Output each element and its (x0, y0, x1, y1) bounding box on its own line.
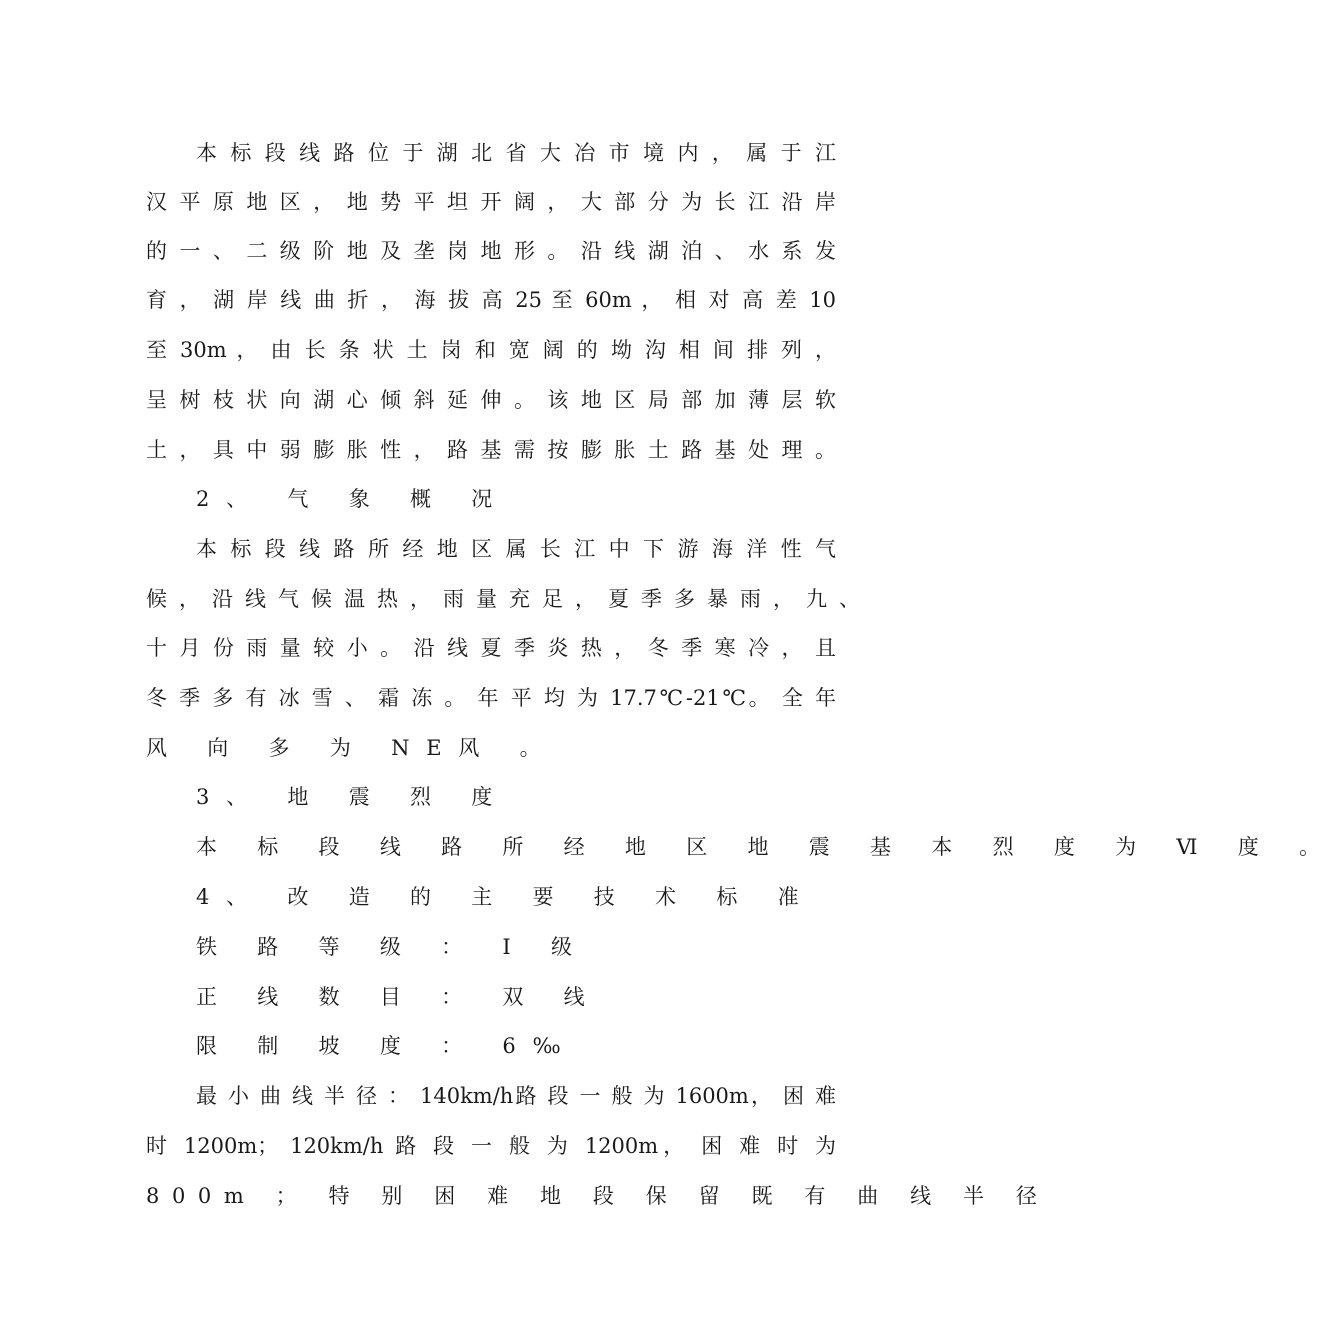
paragraph-1-line-2: 汉 平 原 地 区 ， 地 势 平 坦 开 阔 ， 大 部 分 为 长 江 沿 岸 (146, 190, 836, 214)
standard-railway-grade: 铁 路 等 级 ： Ⅰ 级 (196, 935, 589, 959)
paragraph-1-line-6: 呈 树 枝 状 向 湖 心 倾 斜 延 伸 。 该 地 区 局 部 加 薄 层 软 (146, 388, 836, 412)
section-heading-standards: 4、 改 造 的 主 要 技 术 标 准 (196, 885, 816, 909)
section-heading-seismic: 3、 地 震 烈 度 (196, 785, 510, 809)
paragraph-2-line-5: 风 向 多 为 NE风 。 (146, 736, 558, 760)
paragraph-2-line-1: 本 标 段 线 路 所 经 地 区 属 长 江 中 下 游 海 洋 性 气 (196, 537, 836, 561)
paragraph-1-line-7: 土 ， 具 中 弱 膨 胀 性 ， 路 基 需 按 膨 胀 土 路 基 处 理 。 (146, 438, 836, 462)
standard-main-line-count: 正 线 数 目 ： 双 线 (196, 985, 602, 1009)
paragraph-1-line-3: 的 一 、 二 级 阶 地 及 垄 岗 地 形 。 沿 线 湖 泊 、 水 系 发 (146, 239, 836, 263)
paragraph-2-line-3: 十 月 份 雨 量 较 小 。 沿 线 夏 季 炎 热 ， 冬 季 寒 冷 ， 且 (146, 636, 836, 660)
standard-ruling-grade: 限 制 坡 度 ： 6‰ (196, 1034, 578, 1058)
paragraph-1-line-4: 育 ， 湖 岸 线 曲 折 ， 海 拔 高 25 至 60m ， 相 对 高 差 10 (146, 288, 836, 312)
paragraph-seismic: 本 标 段 线 路 所 经 地 区 地 震 基 本 烈 度 为 Ⅵ 度 。 (196, 835, 1337, 859)
paragraph-1-line-1: 本 标 段 线 路 位 于 湖 北 省 大 冶 市 境 内 ， 属 于 江 (196, 141, 836, 165)
standard-min-curve-radius-line-3: 800m ； 特 别 困 难 地 段 保 留 既 有 曲 线 半 径 (146, 1184, 1050, 1208)
paragraph-2-line-2: 候 ， 沿 线 气 候 温 热 ， 雨 量 充 足 ， 夏 季 多 暴 雨 ， 九 、 (146, 587, 860, 611)
section-heading-climate: 2、 气 象 概 况 (196, 487, 510, 511)
standard-min-curve-radius-line-1: 最 小 曲 线 半 径 ： 140km/h路 段 一 般 为 1600m， 困 难 (196, 1084, 836, 1108)
paragraph-1-line-5: 至 30m ， 由 长 条 状 土 岗 和 宽 阔 的 坳 沟 相 间 排 列 ， (146, 338, 836, 362)
paragraph-2-line-4: 冬 季 多 有 冰 雪 、 霜 冻 。 年 平 均 为 17.7℃-21℃。 全 年 (146, 686, 836, 710)
standard-min-curve-radius-line-2: 时 1200m； 120km/h 路 段 一 般 为 1200m， 困 难 时 为 (146, 1134, 836, 1158)
